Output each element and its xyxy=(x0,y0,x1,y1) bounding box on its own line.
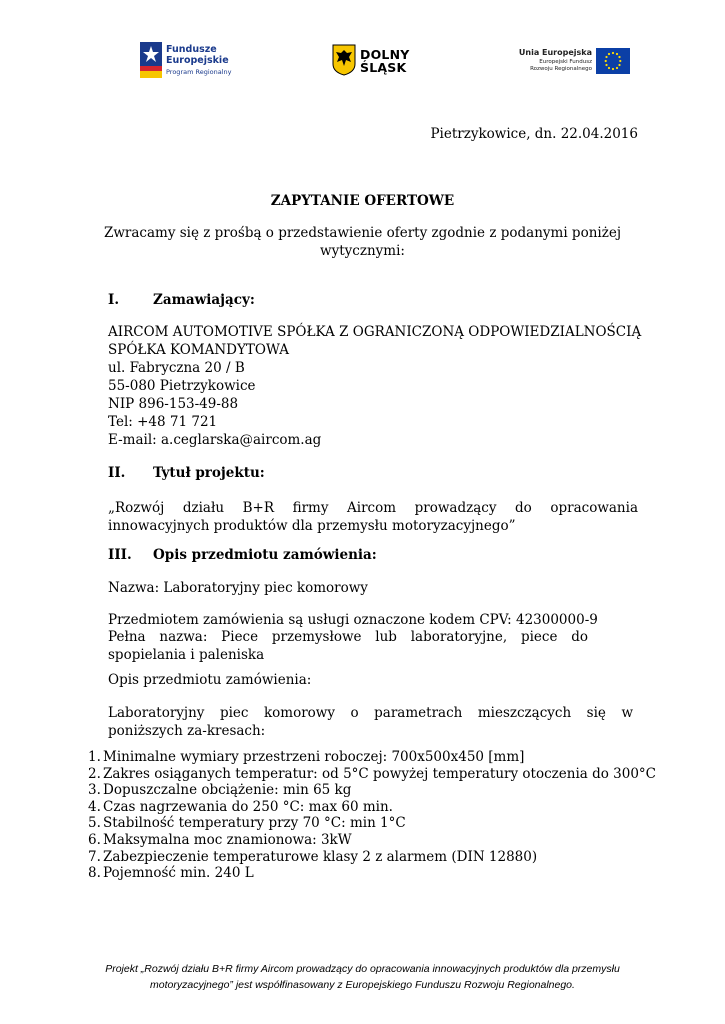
address-city: 55-080 Pietrzykowice xyxy=(108,378,256,394)
list-item-number: 6. xyxy=(88,831,101,848)
list-item xyxy=(88,865,656,882)
list-item-number: 3. xyxy=(88,782,101,799)
logo-header xyxy=(0,40,725,84)
phone-number: Tel: +48 71 721 xyxy=(108,414,218,430)
section2-title: Tytuł projektu: xyxy=(153,465,265,481)
section2-number: II. xyxy=(108,465,126,481)
section3-title: Opis przedmiotu zamówienia: xyxy=(153,547,377,563)
intro-line1: Zwracamy się z prośbą o przedstawienie oferty zgodnie z podanymi poniżej xyxy=(103,225,622,241)
item-name: Nazwa: Laboratoryjny piec komorowy xyxy=(108,580,368,596)
unia-europejska-logo xyxy=(500,48,630,78)
document-title: ZAPYTANIE OFERTOWE xyxy=(270,193,455,209)
list-item-text: Zakres osiąganych temperatur: od 5°C powyżej temperatury otoczenia do 300°C xyxy=(103,765,657,782)
list-item-number: 8. xyxy=(88,865,101,882)
dolny-slask-line2: ŚLĄSK xyxy=(360,60,407,75)
unia-line3: Rozwoju Regionalnego xyxy=(530,66,592,72)
list-item xyxy=(88,749,656,766)
fundusze-line2: Europejskie xyxy=(166,55,229,66)
list-item-number: 1. xyxy=(88,749,101,765)
ordering-party-name: AIRCOM AUTOMOTIVE SPÓŁKA Z OGRANICZONĄ ODPOWIEDZIALNOŚCIĄ xyxy=(108,324,642,340)
list-item-number: 4. xyxy=(88,798,101,815)
section1-number: I. xyxy=(108,292,120,308)
fundusze-line1: Fundusze xyxy=(166,44,217,55)
list-item-text: Minimalne wymiary przestrzeni roboczej: 700x500x450 [mm] xyxy=(103,749,525,765)
dolny-slask-line1: DOLNY xyxy=(360,47,410,62)
eu-flag-icon xyxy=(596,48,630,74)
email-address: E-mail: a.ceglarska@aircom.ag xyxy=(108,432,322,448)
unia-line1: Unia Europejska xyxy=(518,48,592,57)
fundusze-line3: Program Regionalny xyxy=(166,68,232,76)
date-line: Pietrzykowice, dn. 22.04.2016 xyxy=(430,126,638,142)
list-item xyxy=(88,815,656,832)
fundusze-europejskie-logo xyxy=(140,42,240,82)
parameters-list xyxy=(88,749,656,882)
list-item-text: Dopuszczalne obciążenie: min 65 kg xyxy=(103,782,352,799)
list-item-number: 5. xyxy=(88,815,101,832)
list-item-text: Zabezpieczenie temperaturowe klasy 2 z alarmem (DIN 12880) xyxy=(103,848,538,865)
cpv-code: Przedmiotem zamówienia są usługi oznaczone kodem CPV: 42300000-9 xyxy=(108,612,598,628)
list-item-text: Maksymalna moc znamionowa: 3kW xyxy=(103,831,352,848)
description-label: Opis przedmiotu zamówienia: xyxy=(108,672,312,688)
footer-line2: motoryzacyjnego” jest współfinasowany z Europejskiego Funduszu Rozwoju Regionalnego. xyxy=(150,979,575,991)
list-item xyxy=(88,766,656,783)
full-name-text: Pełna nazwa: Piece przemysłowe lub laboratoryjne, piece do spopielania i paleniska xyxy=(108,629,588,663)
footer-line1: Projekt „Rozwój działu B+R firmy Aircom prowadzący do opracowania innowacyjnych produktów dla przemysłu xyxy=(105,963,620,975)
list-item-text: Czas nagrzewania do 250 °C: max 60 min. xyxy=(103,798,393,815)
address-street: ul. Fabryczna 20 / B xyxy=(108,360,245,376)
project-title-text: „Rozwój działu B+R firmy Aircom prowadzący do opracowania innowacyjnych produktów dla przemysłu motoryzacyjnego” xyxy=(108,500,638,534)
dolny-slask-logo xyxy=(332,44,422,80)
nip-number: NIP 896-153-49-88 xyxy=(108,396,239,412)
list-item-number: 2. xyxy=(88,765,101,782)
list-item-text: Stabilność temperatury przy 70 °C: min 1°C xyxy=(103,815,406,832)
section1-title: Zamawiający: xyxy=(153,292,255,308)
list-item xyxy=(88,799,656,816)
fundusze-star-icon xyxy=(140,42,162,78)
section3-number: III. xyxy=(108,547,132,563)
list-item-number: 7. xyxy=(88,848,101,865)
ordering-party-name-cont: SPÓŁKA KOMANDYTOWA xyxy=(108,342,289,358)
list-item xyxy=(88,782,656,799)
list-item xyxy=(88,849,656,866)
parameters-intro: Laboratoryjny piec komorowy o parametrach mieszczących się w poniższych za-kresach: xyxy=(108,705,633,739)
intro-line2: wytycznymi: xyxy=(320,243,405,259)
list-item-text: Pojemność min. 240 L xyxy=(103,865,254,882)
unia-line2: Europejski Fundusz xyxy=(539,59,592,65)
list-item xyxy=(88,832,656,849)
eagle-crest-icon xyxy=(332,44,356,76)
